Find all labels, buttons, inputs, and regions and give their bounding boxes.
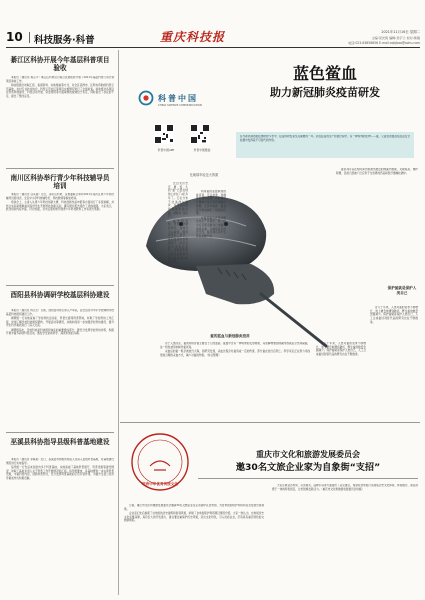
bottom-headline: 重庆市文化和旅游发展委员会 <box>256 450 360 459</box>
lead-col-3 <box>336 168 418 258</box>
bottom-headline-rule <box>198 478 418 479</box>
article-title-nanchuan: 南川区科协举行青少年科技辅导员培训 <box>10 174 110 191</box>
intro-text: 在与新冠病毒的疫情防控斗争中，疫苗的研发是至关重要的一环。而在疫苗的生产检测过程中，有一种特殊的生物——鲎，它蓝色的血液在疫苗安全检测中发挥着不可替代的作用。 <box>240 135 410 142</box>
paragraph: 指导组一行先后来到县内多个科普基地，实地查看了基地科普展厅、科普设施等建设情况，听取了基地负责人关于科普工作开展情况的汇报。指导组要求，各基地要进一步完善科普设施，丰富科普内容，创新科普形式，充分发挥科普基地的示范引领作用，为提升全县公民科学素质作出积极贡献。 <box>6 466 114 481</box>
bottom-body-left <box>124 504 264 592</box>
blood-caption: 鲎的蓝血与新冠肺炎疫苗 <box>210 334 250 338</box>
paragraph: 近几十年来，人类对鲎的需求不断增长，加上栖息地遭到破坏，野生鲎的数量急剧减少。保护鲎就是保护人类自己，人工合成鲎试剂替代品的研究也在不断推进。 <box>370 306 418 324</box>
lead-subheadline: 助力新冠肺炎疫苗研发 <box>270 86 380 99</box>
lead-col-4 <box>160 342 310 402</box>
photo-caption-top: 比地球年轻还大的鲎 <box>189 173 219 177</box>
newspaper-logo: 重庆科技报 <box>160 30 226 44</box>
stamp-text: 培育中华优秀传统文化 <box>142 482 178 486</box>
side-heading: 保护鲎就是保护人类自己 <box>387 286 417 295</box>
section-divider <box>120 422 420 423</box>
bottom-body-right <box>272 484 418 592</box>
header-rule <box>6 47 420 48</box>
article-title-youyang: 酉阳县科协调研学校基层科协建设 <box>10 291 110 299</box>
article-body-youyang <box>6 309 114 423</box>
horseshoe-crab-illustration <box>126 176 332 356</box>
science-china-english: CHINA SCIENCE COMMUNICATION <box>158 104 202 107</box>
bottom-article <box>120 424 420 596</box>
paragraph: 大家还就业态布局、运营模式、品牌打造等方面提出了意见建议，希望将自象街打造成集历史文化体验、休闲娱乐、商业消费于一体的特色街区，让老街焕发新活力。（重庆市文化和旅游发展委员会供稿） <box>272 484 418 491</box>
page-header <box>0 0 425 56</box>
paragraph: 培训会上，主讲人从青少年科技创新大赛、科技创新作品申报等方面进行了系统讲解，并结合实际案例就如何指导学生开展科技创新活动、撰写研究报告等作了详细说明。大家表示，此次培训内容丰富、针对性强，对今后更好地开展青少年科技教育工作有很大帮助。 <box>6 201 114 212</box>
issue-date: 2021年11月16日 星期二 <box>381 30 420 34</box>
article-divider <box>6 432 114 433</box>
paragraph: 日前，重庆市文化和旅游发展委员会邀请30名文旅企业家走进渝中区自象街，为自象街的保护利用和业态发展出谋划策。 <box>124 504 264 511</box>
intro-box <box>236 132 414 158</box>
paragraph: 本报讯（通讯员 冉义忠）日前，酉阳县科协主席入户率队，赴全县部分中小学校调研学校基层科协组织建设工作。 <box>6 309 114 316</box>
paragraph: 在新冠肺炎疫苗的研发和生产过程中，每一批次疫苗都需要进行细菌内毒素检测，以确保疫苗的安全性，鲎试剂在其中发挥着重要作用。 <box>196 216 226 239</box>
paragraph: 本报讯（通讯员 蒋宗平）綦江区科协近日联合区财政局开展了2021年基层科普行动计划项目验收工作。 <box>6 76 114 83</box>
qr-wechat-label: 科普中国微信 <box>193 148 211 152</box>
lead-article <box>120 50 420 430</box>
paragraph: 企业家们先后参观了自象街的历史建筑和街巷风貌，听取了自象街保护利用项目情况介绍。大家一致认为，自象街历史文化底蕴深厚，具有巨大的开发潜力，建议要注重保护历史风貌，突出文化特色，引入优质业态，打造具有重庆特色的文旅新地标。 <box>124 512 264 523</box>
science-china-name: 科普中国 <box>158 94 198 103</box>
lead-col-1 <box>168 182 188 332</box>
article-title-wuxi: 巫溪县科协指导县级科普基地建设 <box>10 438 110 446</box>
paragraph: 验收组通过听取汇报、查阅资料、实地察看等方式，对全区获得市、区科协资助的科普示范基地、农村专业技术协会、科普示范社区等项目实施情况进行了全面检查。验收组对各项目在科普阵地建设、科普活动开展、资金使用等方面取得的成效给予肯定，同时指出了存在的不足，提出了整改意见。 <box>6 84 114 99</box>
bottom-subheadline: 邀30名文旅企业家为自象街“支招” <box>235 462 381 473</box>
paragraph: 比恐龙历史还要悠久的“鲎”已经在地球上存在了4亿多年了。它们分布于北美洲东海岸、东南亚沿海和我国东南沿海，被称为“活化石”。 <box>168 182 188 219</box>
qr-app[interactable] <box>154 124 176 152</box>
paragraph: 本报讯（通讯员 任其国）近日，南川区科协、区教委联合举办2021年南川区青少年科技辅导员培训会，全区中小学科技辅导员、科技教师等参加培训。 <box>6 193 114 200</box>
horseshoe-crab-photo <box>126 176 332 356</box>
article-title-qijiang: 綦江区科协开展今年基层科普项目验收 <box>10 56 110 73</box>
page-number: 10 <box>6 30 23 44</box>
lead-col-4b <box>316 342 366 402</box>
qr-app-label: 科普中国APP <box>157 148 175 152</box>
science-china-icon <box>138 90 154 106</box>
qr-code-icon <box>190 124 210 144</box>
column-divider <box>118 50 119 595</box>
left-column <box>6 50 116 595</box>
section-title: 科技服务·科普 <box>34 35 95 46</box>
paragraph: 调研组一行实地查看了学校科技活动室、科普长廊等科普阵地，听取了学校科协工作汇报，详细了解学校科协组织架构、开展活动等情况，并就如何进一步加强学校科协建设、提升学生科学素质进行了深入交流。 <box>6 317 114 328</box>
article-divider <box>6 168 114 169</box>
article-body-qijiang <box>6 76 114 156</box>
paragraph: 采血后的鲎一般会被放归大海，但研究发现，采血过程会对鲎造成一定的伤害，部分鲎在放归后死亡。科学家们正在努力寻找更加合理的采血方式，减少对鲎的伤害。（综合整理） <box>160 350 310 357</box>
qr-code-icon <box>154 124 174 144</box>
header-divider <box>29 32 30 43</box>
paragraph: 鲎试剂可以在短时间内检测出微量的细菌内毒素，灵敏度高、操作简便，目前已经被广泛应用于全世界的药品和医疗器械检测中。 <box>336 168 418 175</box>
lead-headline: 蓝色鲎血 <box>292 64 357 83</box>
article-body-nanchuan <box>6 193 114 273</box>
paragraph: 本报讯（通讯员 李海燕）近日，巫溪县科协组织相关人员深入县级科普基地，对基地建设情况进行实地指导。 <box>6 458 114 465</box>
paragraph: 利用鲎的蓝血制成的鲎试剂，可以快速、准确地检测出疫苗、药品和医疗器械中是否含有细菌内毒素。正因为如此，鲎在医学领域拥有了极高的价值。 <box>196 190 226 216</box>
editor-line: 主编:吴光毅 编辑:吴宇兰 校对:黄刚 <box>371 36 420 40</box>
qr-wechat[interactable] <box>190 124 212 152</box>
paragraph: 对于人类而言，鲎的利用价值主要在于它的血液。鲎血中含有一种特殊的变形细胞，其裂解物遇到细菌内毒素后会迅速凝固，这一特性被用来制作鲎试剂。 <box>160 342 310 349</box>
paragraph: 近几十年来，人类对鲎的需求不断增长，加上栖息地遭到破坏，野生鲎的数量急剧减少。保护鲎就是保护人类自己，人工合成鲎试剂替代品的研究也在不断推进。 <box>316 342 366 357</box>
paragraph: 调研组指出，学校科协是科协组织体系的重要组成部分，要充分发挥学校科协作用，积极开展丰富多彩的科普活动，激发学生崇尚科学、探索未知的兴趣。 <box>6 328 114 336</box>
contact-line: 电话:023-63656856 E-mail:cqkjbao@sohu.com <box>348 41 420 45</box>
paragraph: 鲎外形奇特，背部有坚硬的甲壳，身体分为头胸部、腹部和尾剑三部分。鲎的血液中含有铜离子，所以呈现出独特的蓝色。这种蓝色的血液是鲎抵御外界细菌侵袭的重要武器。 <box>168 219 188 264</box>
culture-stamp <box>128 430 192 494</box>
article-body-wuxi <box>6 458 114 592</box>
lead-col-3b <box>370 306 418 406</box>
article-divider <box>6 285 114 286</box>
lead-col-2 <box>196 190 226 330</box>
